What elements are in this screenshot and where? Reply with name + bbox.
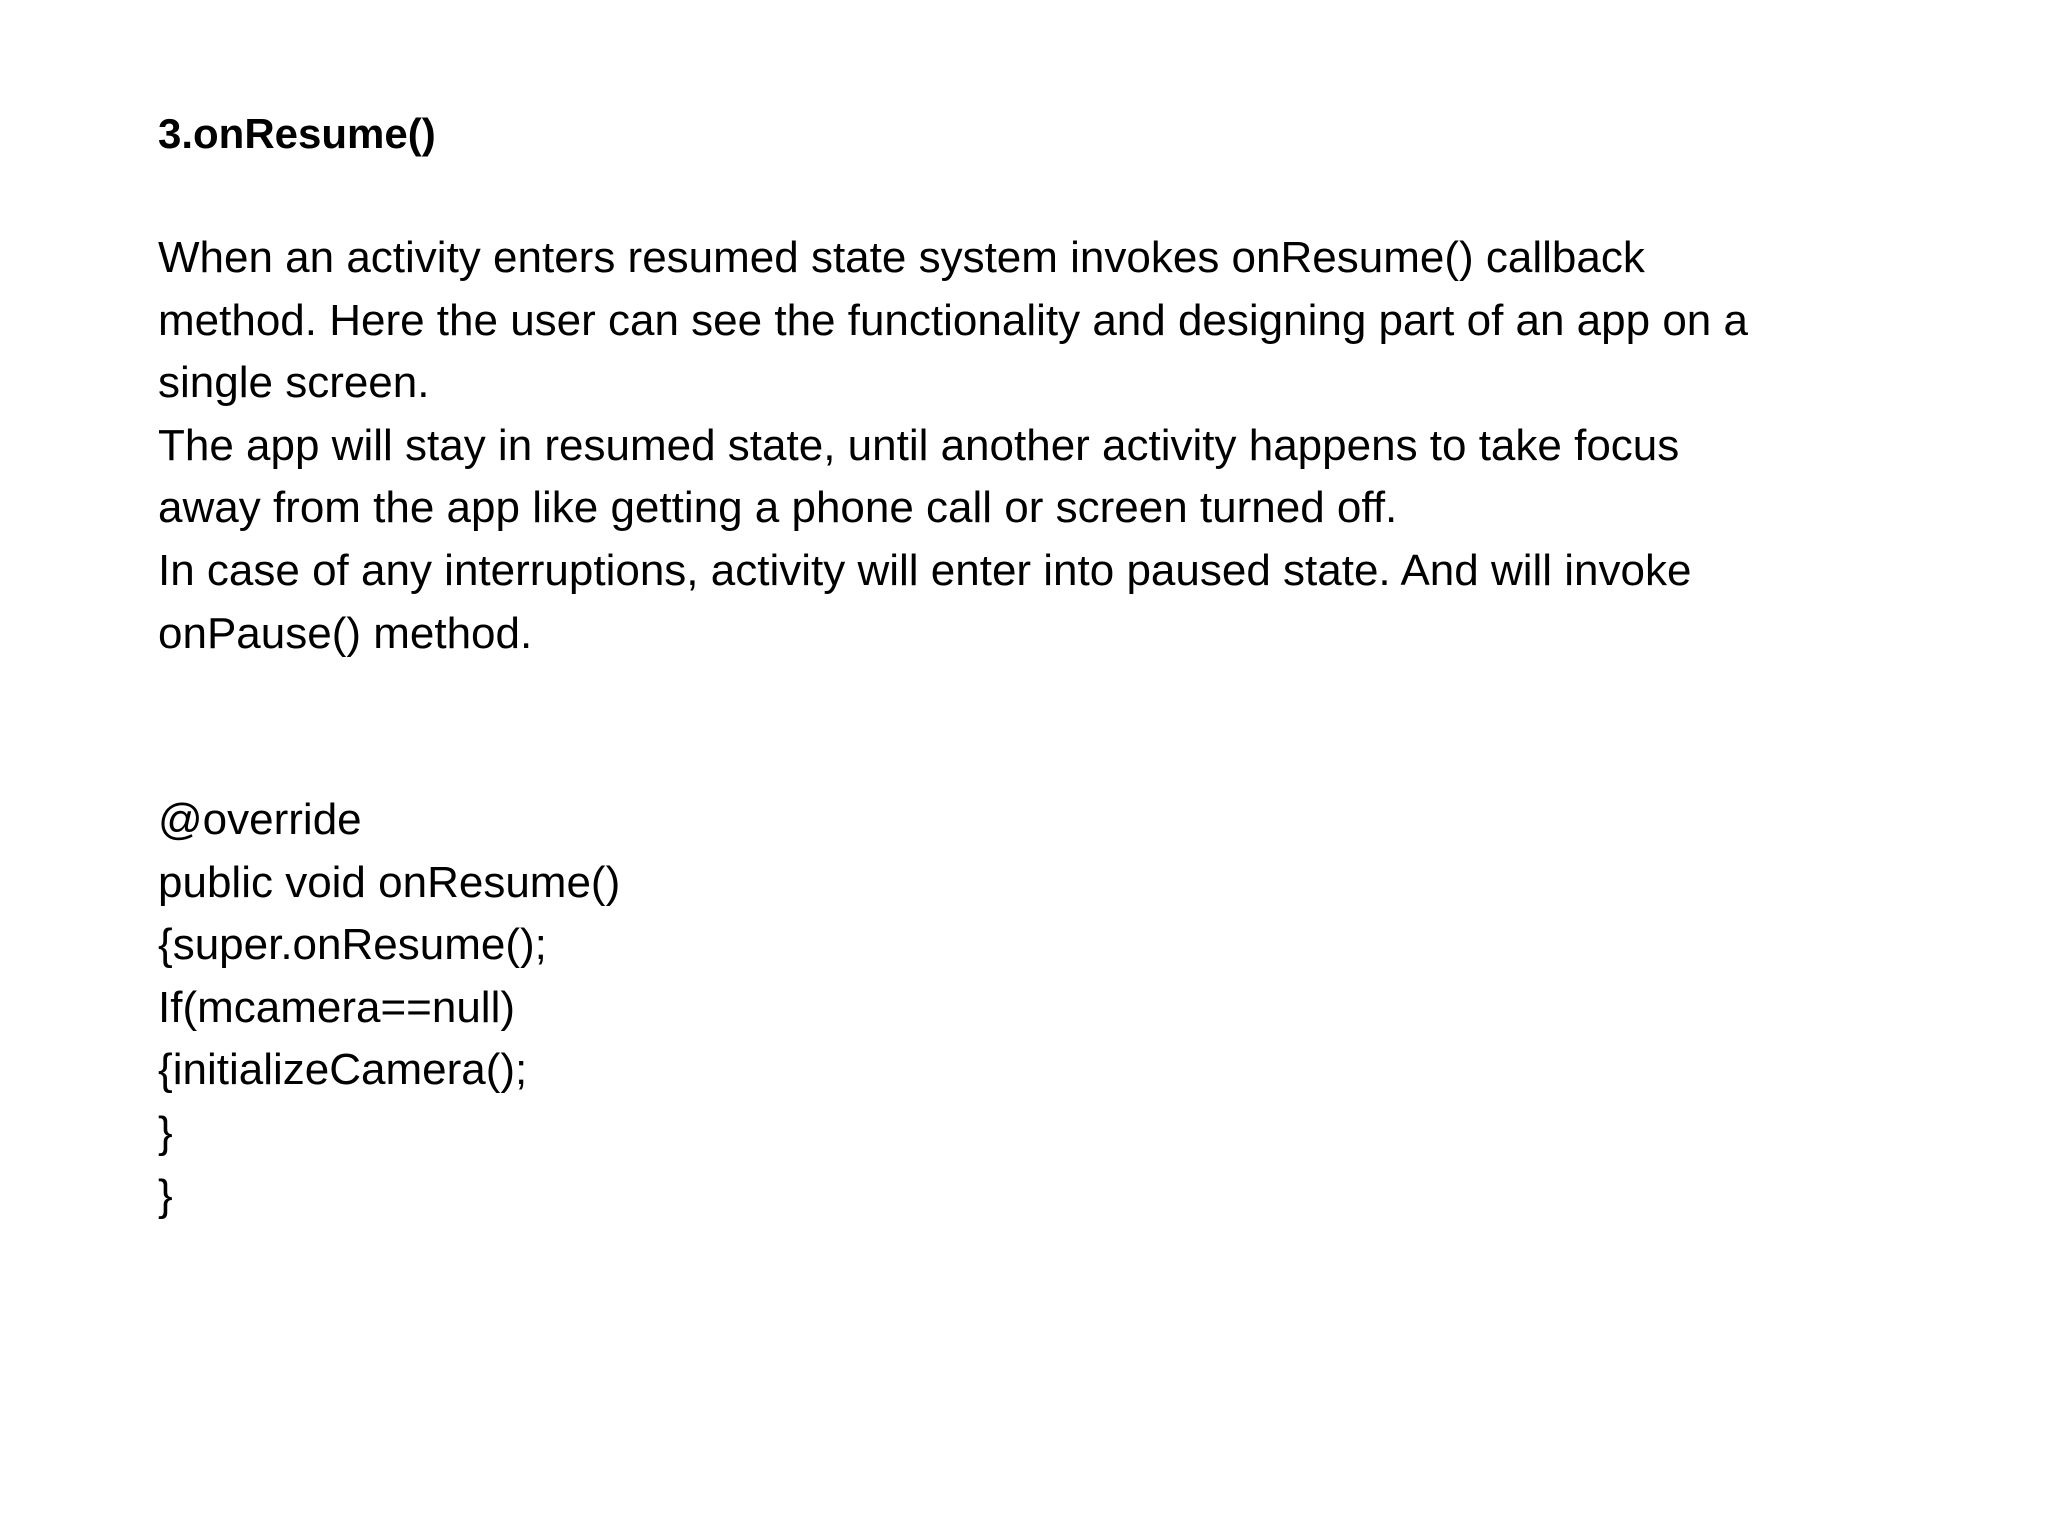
code-line: @override — [158, 795, 362, 844]
description-paragraph — [158, 227, 1918, 665]
paragraph-line: single screen. — [158, 358, 430, 408]
code-line: {super.onResume(); — [158, 920, 547, 970]
code-line: } — [158, 1107, 173, 1157]
section-heading: 3.onResume() — [158, 110, 436, 157]
paragraph-line: onPause() method. — [158, 608, 533, 658]
paragraph-line: The app will stay in resumed state, until another activity happens to take focus — [158, 420, 1680, 470]
paragraph-line: When an activity enters resumed state system invokes onResume() callback — [158, 233, 1645, 282]
paragraph-line: method. Here the user can see the functionality and designing part of an app on a — [158, 295, 1748, 345]
code-line: If(mcamera==null) — [158, 982, 516, 1032]
code-snippet — [158, 789, 620, 1227]
code-line: } — [158, 1170, 173, 1220]
paragraph-line: away from the app like getting a phone call or screen turned off. — [158, 483, 1398, 533]
code-line: {initializeCamera(); — [158, 1045, 528, 1095]
code-line: public void onResume() — [158, 857, 621, 907]
paragraph-line: In case of any interruptions, activity will enter into paused state. And will invoke — [158, 545, 1692, 595]
